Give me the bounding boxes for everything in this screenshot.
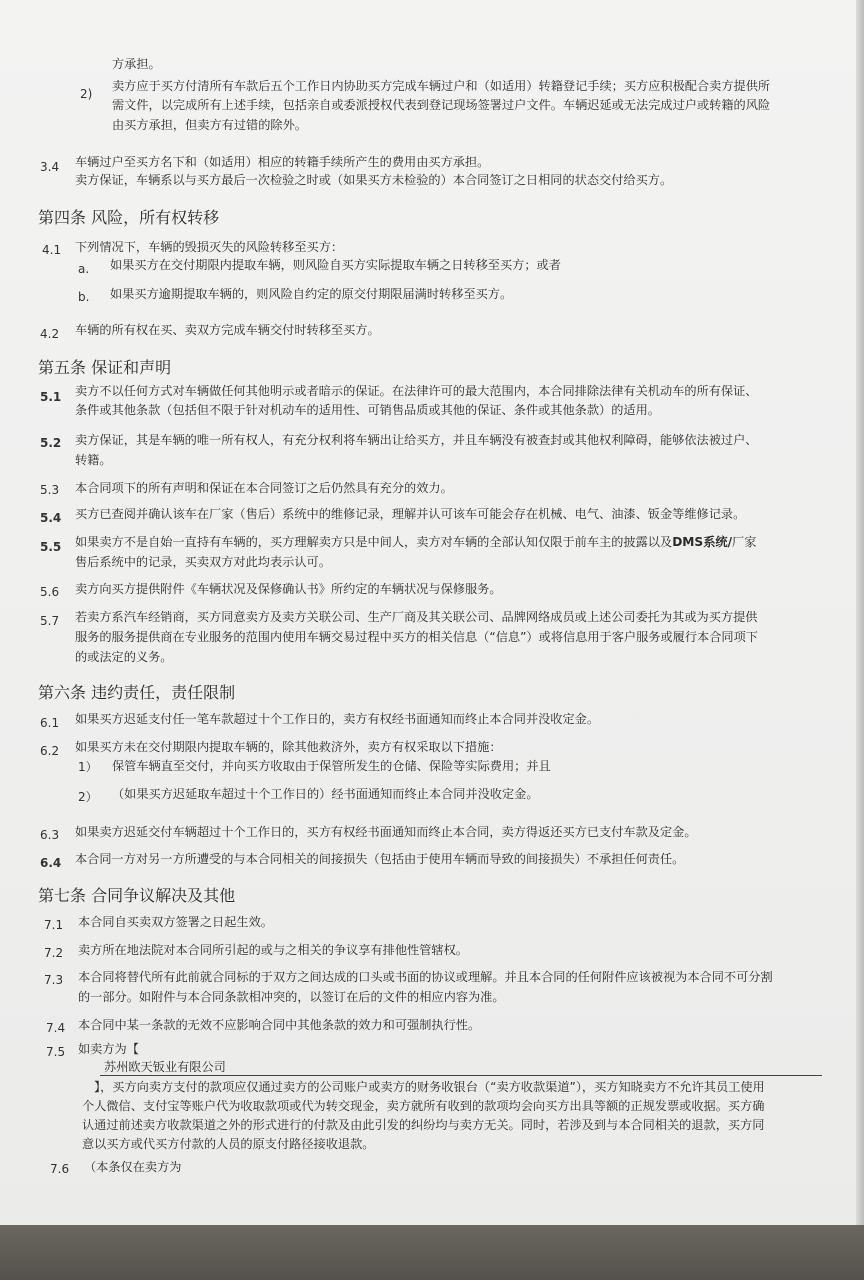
- clause-5-5-line-1-part-c: 厂家: [732, 535, 757, 549]
- continued-text: 方承担。: [112, 57, 161, 71]
- clause-7-5-line-2: 个人微信、支付宝等账户代为收取款项或代为转交现金，卖方就所有收到的款项均会向买方出具等额的正规发票或收据。买方确: [82, 1099, 765, 1113]
- clause-5-1-number: 5.1: [40, 390, 62, 404]
- article-7-heading: 第七条 合同争议解决及其他: [38, 886, 236, 905]
- clause-5-7-line-3: 的或法定的义务。: [75, 650, 173, 664]
- clause-5-3-number: 5.3: [40, 483, 60, 497]
- clause-3-3-item-2-line-1: 卖方应于买方付清所有车款后五个工作日内协助买方完成车辆过户和（如适用）转籍登记手续；买方应积极配合卖方提供所: [112, 79, 771, 93]
- clause-6-3-text: 如果卖方迟延交付车辆超过十个工作日的，买方有权经书面通知而终止本合同，卖方得返还买方已支付车款及定金。: [75, 825, 697, 839]
- clause-6-3-number: 6.3: [40, 828, 60, 842]
- clause-7-2-text: 卖方所在地法院对本合同所引起的或与之相关的争议享有排他性管辖权。: [78, 943, 468, 957]
- clause-3-3-item-2-line-2: 需文件，以完成所有上述手续，包括亲自或委派授权代表到登记现场签署过户文件。车辆迟延或无法完成过户或转籍的风险: [112, 98, 771, 112]
- clause-5-5-number: 5.5: [40, 540, 62, 554]
- clause-7-5-intro: 如卖方为【: [78, 1042, 139, 1056]
- clause-3-4-number: 3.4: [40, 160, 60, 174]
- clause-3-4-line-1: 车辆过户至买方名下和（如适用）相应的转籍手续所产生的费用由买方承担。: [75, 155, 490, 169]
- clause-7-5-line-1: 】，买方向卖方支付的款项应仅通过卖方的公司账户或卖方的财务收银台（“卖方收款渠道”），买方知晓卖方不允许其员工使用: [94, 1080, 765, 1094]
- clause-4-2-text: 车辆的所有权在买、卖双方完成车辆交付时转移至买方。: [75, 323, 380, 337]
- clause-5-6-text: 卖方向买方提供附件《车辆状况及保修确认书》所约定的车辆状况与保修服务。: [75, 582, 502, 596]
- clause-6-2-number: 6.2: [40, 744, 60, 758]
- clause-3-3-item-2-label: 2): [80, 87, 93, 101]
- clause-7-2-number: 7.2: [44, 946, 64, 960]
- clause-5-2-line-2: 转籍。: [75, 453, 112, 467]
- clause-6-2-item-2-label: 2）: [78, 790, 98, 804]
- clause-5-7-line-2: 服务的服务提供商在专业服务的范围内使用车辆交易过程中买方的相关信息（“信息”）或将信息用于客户服务或履行本合同项下: [75, 630, 758, 644]
- clause-7-5-number: 7.5: [46, 1045, 66, 1059]
- clause-6-4-number: 6.4: [40, 856, 62, 870]
- clause-5-5-line-1-part-a: 如果卖方不是自始一直持有车辆的，买方理解卖方只是中间人，卖方对车辆的全部认知仅限于前车主的披露以及: [75, 535, 673, 549]
- dms-system-term: DMS系统/: [672, 535, 733, 549]
- clause-6-2-text: 如果买方未在交付期限内提取车辆的，除其他救济外，卖方有权采取以下措施：: [75, 740, 502, 754]
- clause-6-2-item-1-text: 保管车辆直至交付，并向买方收取由于保管所发生的仓储、保险等实际费用；并且: [112, 759, 551, 773]
- clause-4-1-a-label: a.: [78, 262, 90, 276]
- clause-4-1-b-label: b.: [78, 290, 90, 304]
- clause-7-3-line-1: 本合同将替代所有此前就合同标的于双方之间达成的口头或书面的协议或理解。并且本合同的任何附件应该被视为本合同不可分割: [78, 970, 773, 984]
- clause-5-6-number: 5.6: [40, 585, 60, 599]
- clause-5-7-line-1: 若卖方系汽车经销商，买方同意卖方及卖方关联公司、生产厂商及其关联公司、品牌网络成员或上述公司委托为其或为买方提供: [75, 610, 758, 624]
- desk-surface: [0, 1225, 864, 1280]
- clause-4-1-a-text: 如果买方在交付期限内提取车辆，则风险自买方实际提取车辆之日转移至买方；或者: [110, 258, 561, 272]
- clause-5-1-line-1: 卖方不以任何方式对车辆做任何其他明示或者暗示的保证。在法律许可的最大范围内，本合同排除法律有关机动车的所有保证、: [75, 384, 758, 398]
- seller-company-name: 苏州欧天钣业有限公司: [104, 1060, 226, 1074]
- clause-6-4-text: 本合同一方对另一方所遭受的与本合同相关的间接损失（包括由于使用车辆而导致的间接损失）不承担任何责任。: [75, 852, 685, 866]
- clause-5-5-line-1: [75, 533, 756, 552]
- clause-5-7-number: 5.7: [40, 614, 60, 628]
- company-name-underline: [100, 1075, 822, 1076]
- clause-7-5-line-4: 意以买方或代买方付款的人员的原支付路径接收退款。: [82, 1137, 375, 1151]
- clause-4-1-b-text: 如果买方逾期提取车辆的，则风险自约定的原交付期限届满时转移至买方。: [110, 287, 513, 301]
- clause-7-4-number: 7.4: [46, 1021, 66, 1035]
- article-5-heading: 第五条 保证和声明: [38, 358, 172, 377]
- clause-5-5-line-2: 售后系统中的记录，买卖双方对此均表示认可。: [75, 555, 331, 569]
- clause-7-1-text: 本合同自买卖双方签署之日起生效。: [78, 915, 273, 929]
- clause-6-2-item-1-label: 1）: [78, 760, 98, 774]
- clause-3-3-item-2-line-3: 由买方承担，但卖方有过错的除外。: [112, 118, 307, 132]
- clause-4-1-text: 下列情况下，车辆的毁损灭失的风险转移至买方：: [75, 240, 344, 254]
- clause-3-4-line-2: 卖方保证，车辆系以与买方最后一次检验之时或（如果买方未检验的）本合同签订之日相同的状态交付给买方。: [75, 173, 673, 187]
- article-4-heading: 第四条 风险，所有权转移: [38, 208, 220, 227]
- clause-7-5-line-3: 认通过前述卖方收款渠道之外的形式进行的付款及由此引发的纠纷均与卖方无关。同时，若涉及到与本合同相关的退款，买方同: [82, 1118, 765, 1132]
- clause-6-1-text: 如果买方迟延支付任一笔车款超过十个工作日的，卖方有权经书面通知而终止本合同并没收定金。: [75, 712, 600, 726]
- clause-7-6-text: （本条仅在卖方为: [84, 1160, 182, 1174]
- clause-6-2-item-2-text: （如果买方迟延取车超过十个工作日的）经书面通知而终止本合同并没收定金。: [112, 787, 539, 801]
- page-stack-edge: [856, 0, 864, 1225]
- clause-5-4-number: 5.4: [40, 511, 62, 525]
- clause-7-4-text: 本合同中某一条款的无效不应影响合同中其他条款的效力和可强制执行性。: [78, 1018, 481, 1032]
- clause-5-4-text: 买方已查阅并确认该车在厂家（售后）系统中的维修记录，理解并认可该车可能会存在机械、电气、油漆、钣金等维修记录。: [75, 507, 746, 521]
- clause-7-3-line-2: 的一部分。如附件与本合同条款相冲突的，以签订在后的文件的相应内容为准。: [78, 990, 505, 1004]
- clause-7-1-number: 7.1: [44, 918, 64, 932]
- clause-4-1-number: 4.1: [42, 243, 62, 257]
- clause-5-2-number: 5.2: [40, 436, 62, 450]
- clause-4-2-number: 4.2: [40, 327, 60, 341]
- clause-7-6-number: 7.6: [50, 1162, 70, 1176]
- clause-5-2-line-1: 卖方保证，其是车辆的唯一所有权人，有充分权利将车辆出让给买方，并且车辆没有被查封或其他权利障碍，能够依法被过户、: [75, 433, 758, 447]
- clause-5-3-text: 本合同项下的所有声明和保证在本合同签订之后仍然具有充分的效力。: [75, 481, 453, 495]
- clause-7-3-number: 7.3: [44, 973, 64, 987]
- article-6-heading: 第六条 违约责任，责任限制: [38, 683, 236, 702]
- clause-5-1-line-2: 条件或其他条款（包括但不限于针对机动车的适用性、可销售品质或其他的保证、条件或其他条款）的适用。: [75, 403, 660, 417]
- clause-6-1-number: 6.1: [40, 716, 60, 730]
